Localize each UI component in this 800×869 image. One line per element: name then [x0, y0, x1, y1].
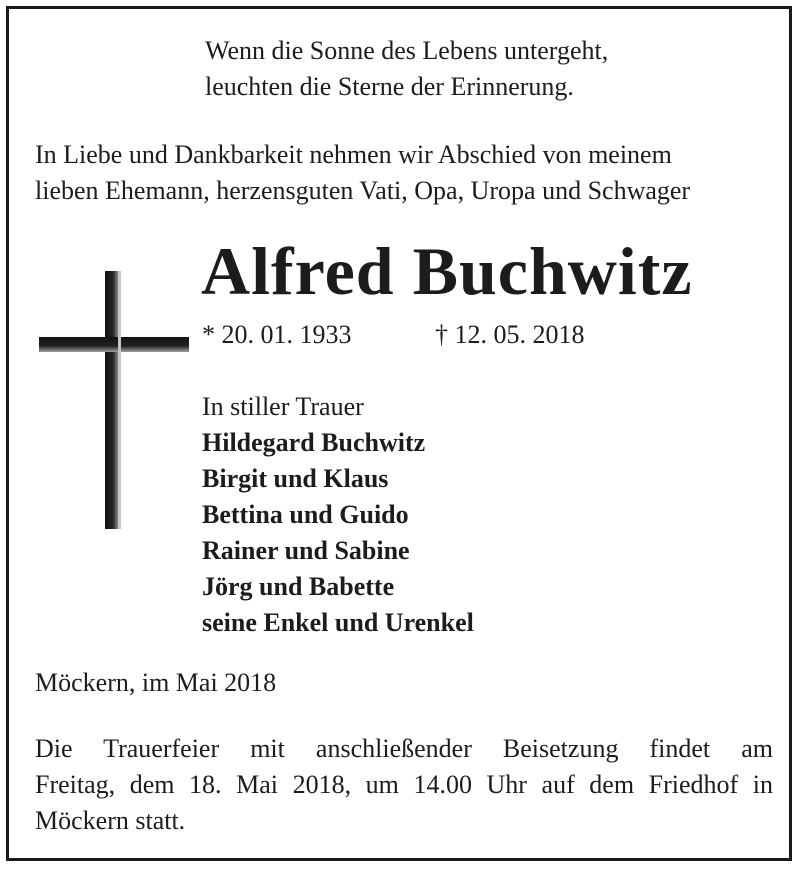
deceased-name: Alfred Buchwitz [201, 233, 693, 309]
funeral-line: Die Trauerfeier mit anschließender Beisetzung findet am [35, 734, 773, 763]
mourners-list [202, 389, 474, 641]
motto-line: Wenn die Sonne des Lebens untergeht, [205, 36, 609, 65]
intro-line: lieben Ehemann, herzensguten Vati, Opa, Uropa und Schwager [35, 176, 691, 205]
intro-line: In Liebe und Dankbarkeit nehmen wir Abschied von meinem [35, 140, 672, 169]
mourner-name: Rainer und Sabine [202, 536, 410, 565]
mourner-name: Birgit und Klaus [202, 464, 389, 493]
mourner-name: seine Enkel und Urenkel [202, 608, 474, 637]
place-date: Möckern, im Mai 2018 [35, 668, 277, 697]
motto-line: leuchten die Sterne der Erinnerung. [205, 72, 574, 101]
mourners-heading: In stiller Trauer [202, 392, 364, 421]
mourner-name: Bettina und Guido [202, 500, 409, 529]
funeral-line: Möckern statt. [35, 806, 186, 835]
mourner-name: Jörg und Babette [202, 572, 395, 601]
obituary-notice [6, 6, 792, 861]
funeral-line: Freitag, dem 18. Mai 2018, um 14.00 Uhr auf dem Friedhof in [35, 770, 773, 799]
mourner-name: Hildegard Buchwitz [202, 428, 426, 457]
motto-quote [205, 33, 608, 105]
funeral-info [35, 731, 773, 839]
intro-text [35, 137, 690, 209]
death-date: † 12. 05. 2018 [435, 320, 585, 349]
birth-date: * 20. 01. 1933 [202, 320, 352, 349]
cross-icon [39, 271, 189, 533]
